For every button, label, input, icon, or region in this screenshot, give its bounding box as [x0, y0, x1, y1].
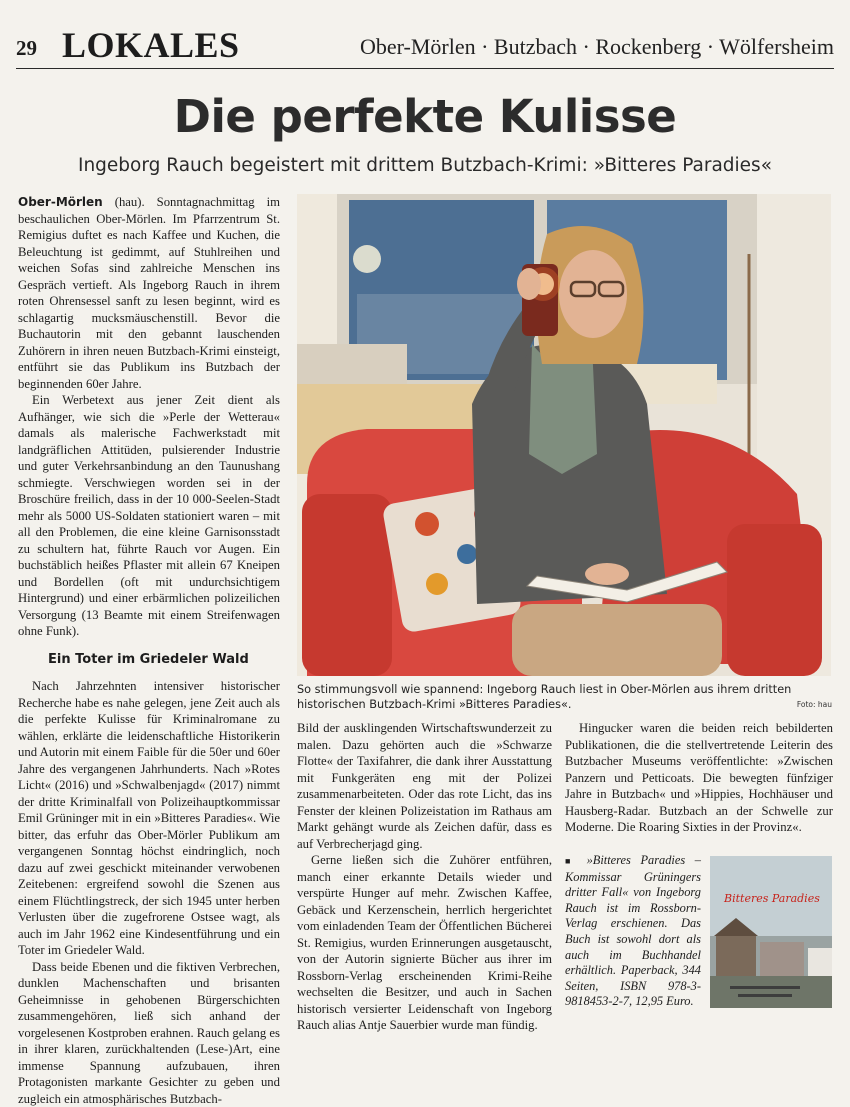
- article-subheading: Ein Toter im Griedeler Wald: [18, 652, 280, 669]
- article-paragraph: Hingucker waren die beiden reich bebilderten Publikationen, die die stellvertretende Leiterin des Butzbacher Museums veröffentlichte: »Zwischen Panzern und Petticoats. Die bewegten fünfziger Jahre in Butzbach« und »Hippies, Hochhäuser und Hausberg-Radar. Butzbach an der Schwelle zur Moderne. Die Roaring Sixties in der Provinz«.: [565, 720, 833, 836]
- book-info-text: »Bitteres Paradies – Kommissar Grüningers dritter Fall« von Ingeborg Rauch ist im Rossborn-Verlag erschienen. Das Buch ist sowohl dort als auch im Buchhandel erhältlich. Paperback, 344 Seiten, ISBN 978-3-9818453-2-7, 12,95 Euro.: [565, 853, 701, 1008]
- article-paragraph: Ein Werbetext aus jener Zeit dient als Aufhänger, wie sich die »Perle der Wetterau« damals als malerische Fachwerkstadt mit landgräflichen Attitüden, pulsierender Industrie und guter Verkehrsanbindung an den Taunushang schmiegte. Verschwiegen worden sei in der Broschüre freilich, dass in der 10 000-Seelen-Stadt mehr als 5000 US-Soldaten stationiert waren – mit all den Problemen, die eine kleine Garnisonsstadt zu schultern hat, führte Rauch vor Augen. Ein buchstäblich heißes Pflaster mit allein 67 Kneipen und Bordellen (oft mit undurchsichtigem Hintergrund) und einer erbärmlichen polizeilichen Versorgung (13 Beamte mit einem Streifenwagen ohne Funk).: [18, 392, 280, 640]
- page-header: [16, 26, 834, 69]
- article-column-1: [18, 194, 280, 1107]
- article-column-2: [297, 720, 552, 1034]
- square-bullet-icon: ■: [565, 856, 577, 866]
- section-places: Ober-Mörlen · Butzbach · Rockenberg · Wölfersheim: [360, 34, 834, 60]
- photo-credit: Foto: hau: [797, 700, 832, 709]
- book-cover-image: [710, 856, 832, 1008]
- subheadline: Ingeborg Rauch begeistert mit drittem Butzbach-Krimi: »Bitteres Paradies«: [0, 155, 850, 176]
- headline: Die perfekte Kulisse: [0, 90, 850, 143]
- reading-photo-illustration: [297, 194, 831, 676]
- article-column-3: [565, 720, 833, 836]
- section-title: LOKALES: [62, 24, 240, 66]
- article-paragraph: Gerne ließen sich die Zuhörer entführen, manch einer erkannte Details wieder und verspürte Hunger auf mehr. Zwischen Kaffee, Gebäck und Kerzenschein, herrlich hergerichtet vom einladenden Team der Öffentlichen Bücherei St. Remigius, wurden Erinnerungen ausgetauscht, von der Autorin signierte Bücher aus ihrer im Rossborn-Verlag erscheinenden Krimi-Reihe wechselten die Besitzer, und auch in Sachen historisch versierter Leidenschaft von Ingeborg Rauch alias Antje Sauerbier wurde man fündig.: [297, 852, 552, 1034]
- article-photo: [297, 194, 831, 676]
- photo-caption: So stimmungsvoll wie spannend: Ingeborg Rauch liest in Ober-Mörlen aus ihrem dritten historischen Butzbach-Krimi »Bitteres Paradies«.: [297, 682, 831, 712]
- book-info-box: [565, 853, 701, 1010]
- article-paragraph: Ober-Mörlen (hau). Sonntagnachmittag im beschaulichen Ober-Mörlen. Im Pfarrzentrum St. Remigius duftet es nach Kaffee und Kuchen, die Beleuchtung ist gedimmt, auf Stuhlreihen und weichen Sofas sind zahlreiche Menschen ins Gespräch vertieft. Als Ingeborg Rauch in ihrem roten Ohrensessel sanft zu lesen beginnt, wird es schlagartig mucksmäuschenstill. Bevor die Buchautorin mit den gebannt lauschenden Zuhörern in ihren neuen Butzbach-Krimi einsteigt, entführt sie das Publikum ins Butzbach der beginnenden 60er Jahre.: [18, 194, 280, 392]
- article-paragraph: Bild der ausklingenden Wirtschaftswunderzeit zu malen. Dazu gehörten auch die »Schwarze Flotte« der Taxifahrer, die dank ihrer Ausstattung mit Funkgeräten eng mit der Polizei zusammenarbeiteten. Oder das rote Licht, das ins Fenster der kleinen Polizeistation im Rathaus am Markt gehängt wurde als Zeichen dafür, dass es auf Verbrecherjagd ging.: [297, 720, 552, 852]
- page-number: 29: [16, 36, 37, 61]
- article-paragraph: Dass beide Ebenen und die fiktiven Verbrechen, dunklen Machenschaften und brisanten Geheimnisse in gehobenen Bürgerschichten zusammengehören, ließ sich anhand der vorgelesenen Kostproben erahnen. Rauch gelang es in ihrer klaren, zurückhaltenden (Lese-)Art, eine immense Spannung aufzubauen, ihren Protagonisten markante Gesichter zu geben und zugleich ein atmosphärisches Butzbach-: [18, 959, 280, 1107]
- dateline: Ober-Mörlen: [18, 195, 103, 209]
- article-paragraph: Nach Jahrzehnten intensiver historischer Recherche habe es nahe gelegen, jene Zeit auch als die perfekte Kulisse für Kriminalromane zu wählen, erklärte die leidenschaftliche Historikerin und Autorin mit einem Faible für die 50er und 60er Jahre des vergangenen Jahrhunderts. Nach »Rotes Licht« (2016) und »Schwalbenjagd« (2017) nimmt der dritte Kriminalfall von Polizeihauptkommissar Emil Grüninger mit in ein »Bitteres Paradies«. Wie bitter, das erfuhr das Ober-Mörler Publikum am vergangenen Sonntag höchst eindringlich, noch dazu auf zwei geschickt miteinander verwobenen Zeitebenen: ergreifend sowohl die Szenen aus einem Flüchtlingstreck, der sich 1945 unter herben Verlusten über die zugefrorene Ostsee wagt, als auch im Jahr 1962 eine Kindesentführung und ein Toter im Griedeler Wald.: [18, 678, 280, 959]
- svg-text:Bitteres Paradies: Bitteres Paradies: [723, 892, 820, 905]
